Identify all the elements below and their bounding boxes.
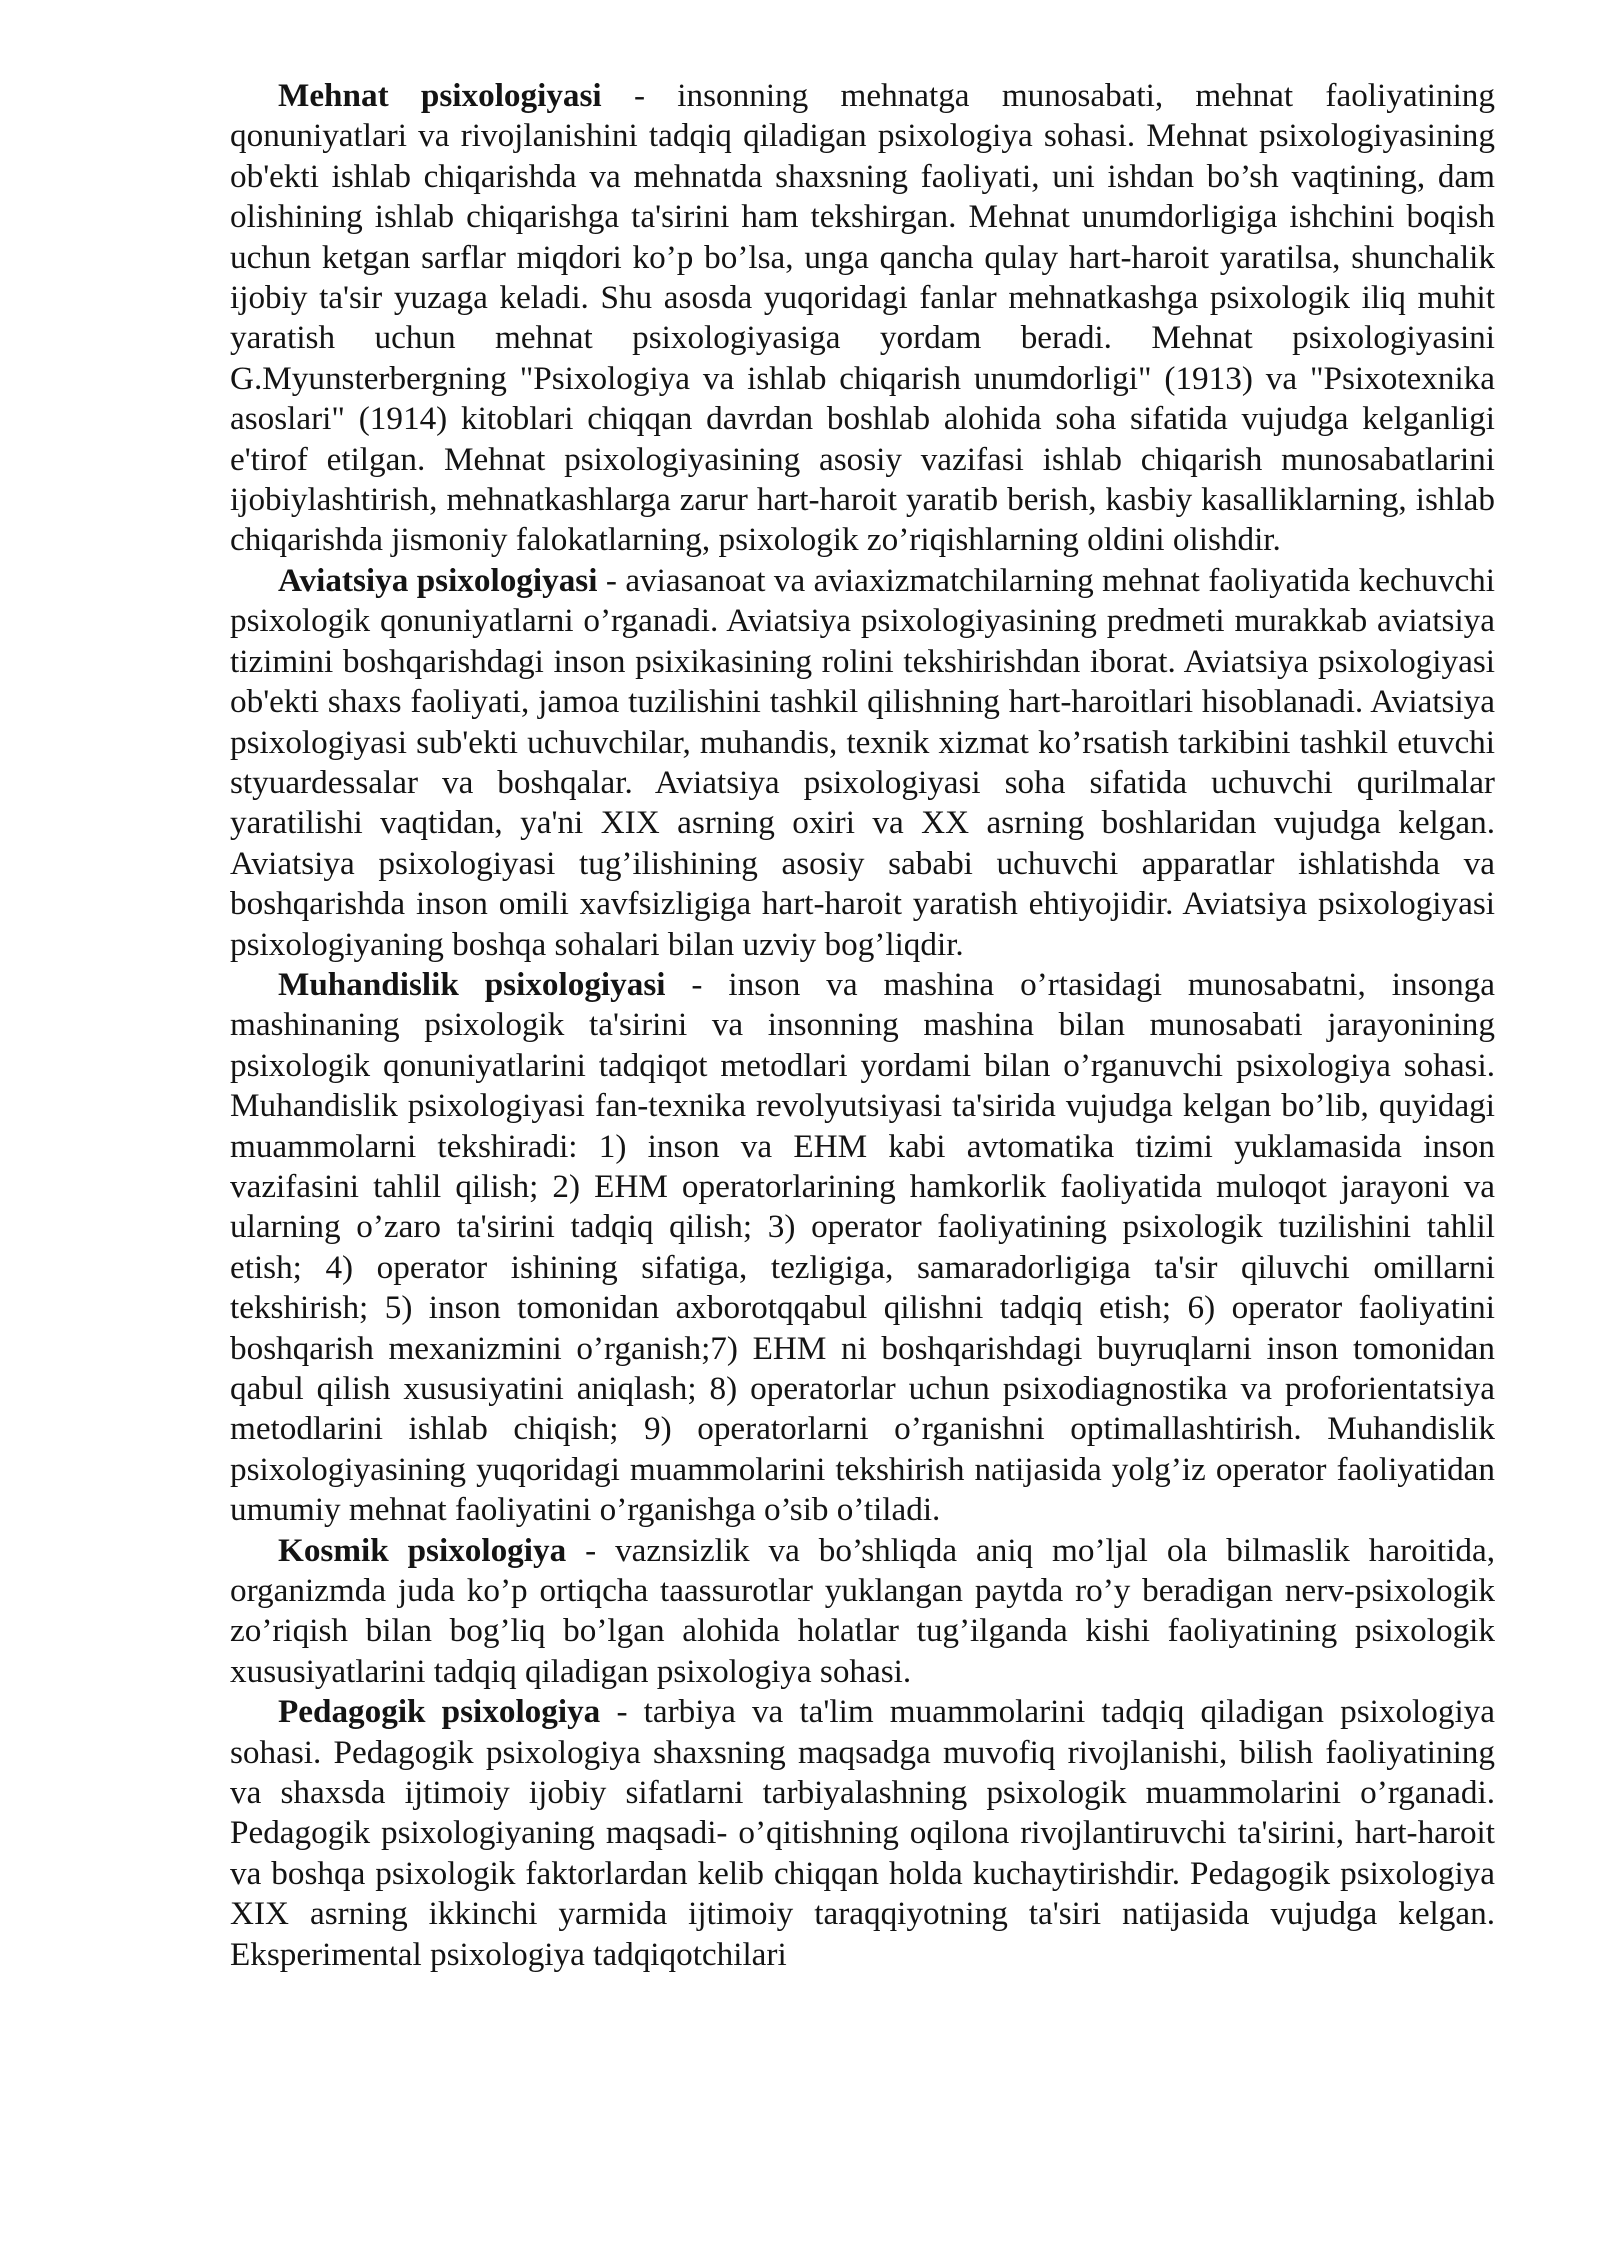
paragraph-pedagogik-psixologiya xyxy=(230,1692,1495,1975)
paragraph-muhandislik-psixologiyasi xyxy=(230,965,1495,1531)
paragraph-text: - vaznsizlik va bo’shliqda aniq mo’ljal ola bilmaslik haroitida, organizmda juda ko’p ortiqcha taassurotlar yuklangan paytda ro’y beradigan nerv-psixologik zo’riqish bilan bog’liq bo’lgan alohida holatlar tug’ilganda kishi faoliyatining psixologik xususiyatlarini tadqiq qiladigan psixologiya sohasi. xyxy=(230,1531,1495,1690)
term-heading: Pedagogik psixologiya xyxy=(278,1693,601,1731)
paragraph-aviatsiya-psixologiyasi xyxy=(230,561,1495,965)
paragraph-text: - aviasanoat va aviaxizmatchilarning mehnat faoliyatida kechuvchi psixologik qonuniyatlarni o’rganadi. Aviatsiya psixologiyasining predmeti murakkab aviatsiya tizimini boshqarishdagi inson psixikasining rolini tekshirishdan iborat. Aviatsiya psixologiyasi ob'ekti shaxs faoliyati, jamoa tuzilishini tashkil qilishning hart-haroitlari hisoblanadi. Aviatsiya psixologiyasi sub'ekti uchuvchilar, muhandis, texnik xizmat ko’rsatish tarkibini tashkil etuvchi styuardessalar va boshqalar. Aviatsiya psixologiyasi soha sifatida uchuvchi qurilmalar yaratilishi vaqtidan, ya'ni XIX asrning oxiri va XX asrning boshlaridan vujudga kelgan. Aviatsiya psixologiyasi tug’ilishining asosiy sababi uchuvchi apparatlar ishlatishda va boshqarishda inson omili xavfsizligiga hart-haroit yaratish ehtiyojidir. Aviatsiya psixologiyasi psixologiyaning boshqa sohalari bilan uzviy bog’liqdir. xyxy=(230,561,1495,963)
paragraph-mehnat-psixologiyasi xyxy=(230,76,1495,561)
paragraph-kosmik-psixologiya xyxy=(230,1531,1495,1693)
document-page xyxy=(230,76,1495,1975)
paragraph-text: - insonning mehnatga munosabati, mehnat faoliyatining qonuniyatlari va rivojlanishini tadqiq qiladigan psixologiya sohasi. Mehnat psixologiyasining ob'ekti ishlab chiqarishda va mehnatda shaxsning faoliyati, uni ishdan bo’sh vaqtining, dam olishining ishlab chiqarishga ta'sirini ham tekshirgan. Mehnat unumdorligiga ishchini boqish uchun ketgan sarflar miqdori ko’p bo’lsa, unga qancha qulay hart-haroit yaratilsa, shunchalik ijobiy ta'sir yuzaga keladi. Shu asosda yuqoridagi fanlar mehnatkashga psixologik iliq muhit yaratish uchun mehnat psixologiyasiga yordam beradi. Mehnat psixologiyasini G.Myunsterbergning "Psixologiya va ishlab chiqarish unumdorligi" (1913) va "Psixotexnika asoslari" (1914) kitoblari chiqqan davrdan boshlab alohida soha sifatida vujudga kelganligi e'tirof etilgan. Mehnat psixologiyasining asosiy vazifasi ishlab chiqarish munosabatlarini ijobiylashtirish, mehnatkashlarga zarur hart-haroit yaratib berish, kasbiy kasalliklarning, ishlab chiqarishda jismoniy falokatlarning, psixologik zo’riqishlarning oldini olishdir. xyxy=(230,77,1495,559)
term-heading: Muhandislik psixologiyasi xyxy=(278,965,666,1003)
term-heading: Aviatsiya psixologiyasi xyxy=(278,561,598,599)
term-heading: Kosmik psixologiya xyxy=(278,1531,567,1569)
paragraph-text: - inson va mashina o’rtasidagi munosabatni, insonga mashinaning psixologik ta'sirini va insonning mashina bilan munosabati jarayonining psixologik qonuniyatlarini tadqiqot metodlari yordami bilan o’rganuvchi psixologiya sohasi. Muhandislik psixologiyasi fan-texnika revolyutsiyasi ta'sirida vujudga kelgan bo’lib, quyidagi muammolarni tekshiradi: 1) inson va EHM kabi avtomatika tizimi yuklamasida inson vazifasini tahlil qilish; 2) EHM operatorlarining hamkorlik faoliyatida muloqot jarayoni va ularning o’zaro ta'sirini tadqiq qilish; 3) operator faoliyatining psixologik tuzilishini tahlil etish; 4) operator ishining sifatiga, tezligiga, samaradorligiga ta'sir qiluvchi omillarni tekshirish; 5) inson tomonidan axborotqqabul qilishni tadqiq etish; 6) operator faoliyatini boshqarish mexanizmini o’rganish;7) EHM ni boshqarishdagi buyruqlarni inson tomonidan qabul qilish xususiyatini aniqlash; 8) operatorlar uchun psixodiagnostika va proforientatsiya metodlarini ishlab chiqish; 9) operatorlarni o’rganishni optimallashtirish. Muhandislik psixologiyasining yuqoridagi muammolarini tekshirish natijasida yolg’iz operator faoliyatidan umumiy mehnat faoliyatini o’rganishga o’sib o’tiladi. xyxy=(230,965,1496,1529)
term-heading: Mehnat psixologiyasi xyxy=(278,77,602,114)
paragraph-text: - tarbiya va ta'lim muammolarini tadqiq qiladigan psixologiya sohasi. Pedagogik psixologiya shaxsning maqsadga muvofiq rivojlanishi, bilish faoliyatining va shaxsda ijtimoiy ijobiy sifatlarni tarbiyalashning psixologik muammolarini o’rganadi. Pedagogik psixologiyaning maqsadi- o’qitishning oqilona rivojlantiruvchi ta'sirini, hart-haroit va boshqa psixologik faktorlardan kelib chiqqan holda kuchaytirishdir. Pedagogik psixologiya XIX asrning ikkinchi yarmida ijtimoiy taraqqiyotning ta'siri natijasida vujudga kelgan. Eksperimental psixologiya tadqiqotchilari xyxy=(230,1693,1496,1973)
